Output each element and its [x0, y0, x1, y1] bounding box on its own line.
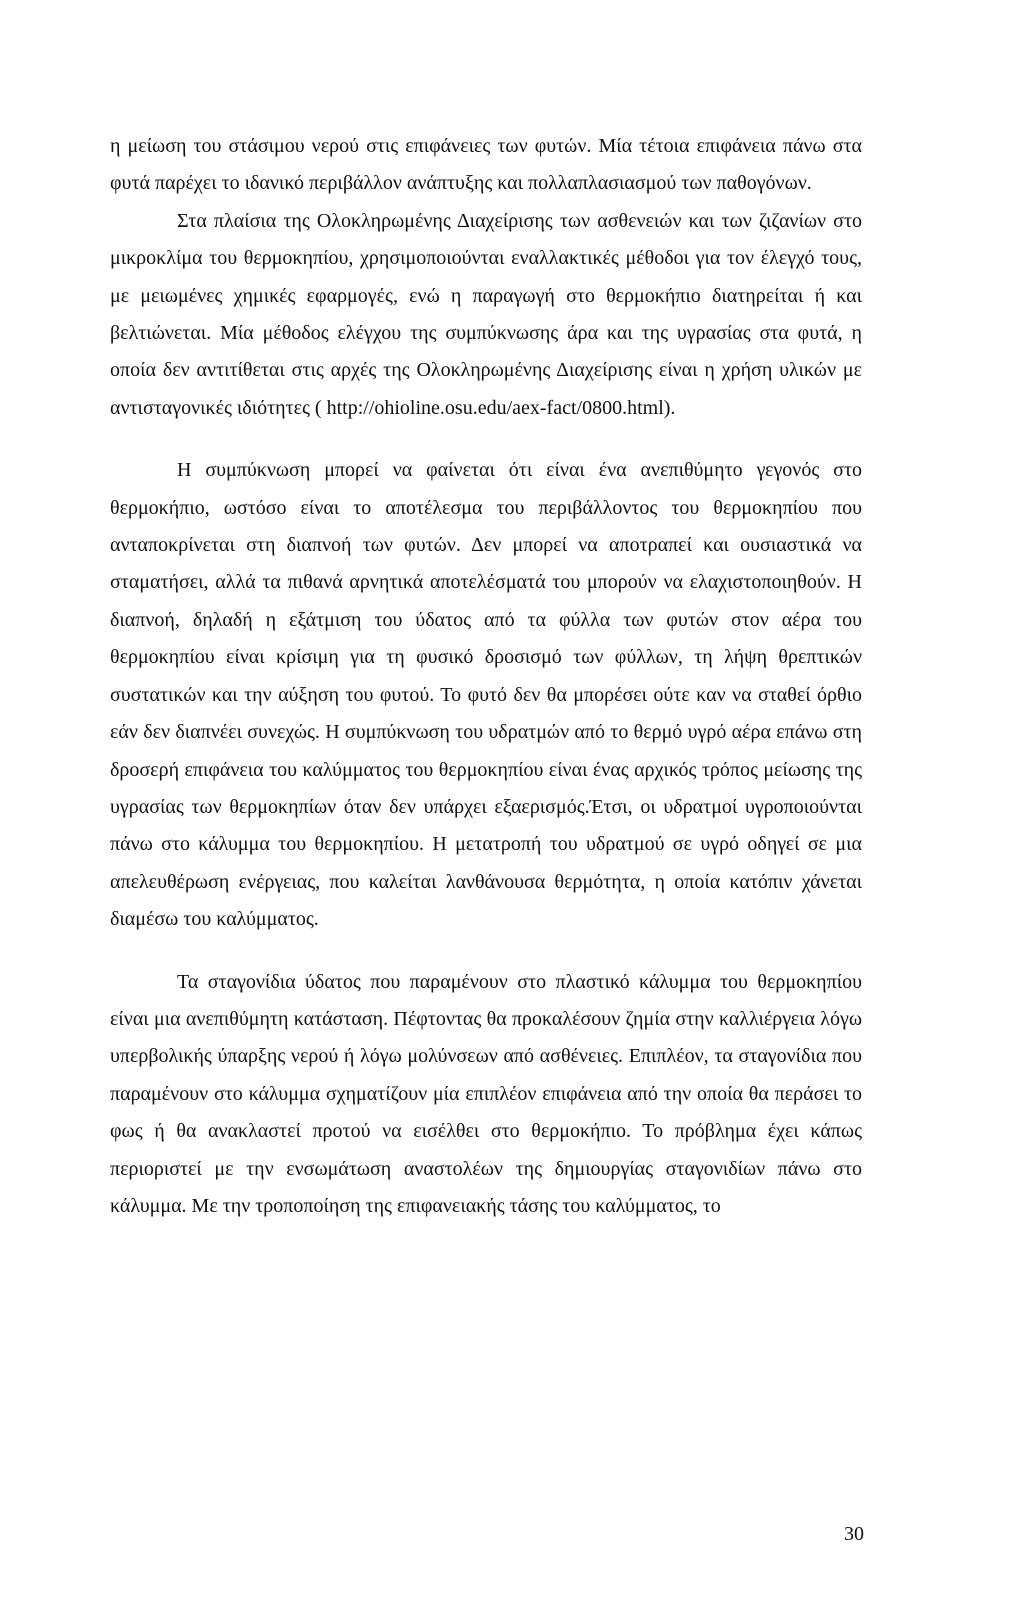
paragraph-condensation: Η συμπύκνωση μπορεί να φαίνεται ότι είναι ένα ανεπιθύμητο γεγονός στο θερμοκήπιο, ωστόσο είναι το αποτέλεσμα του περιβάλλοντος του θερμοκηπίου που ανταποκρίνεται στη διαπνοή των φυτών. Δεν μπορεί να αποτραπεί και ουσιαστικά να σταματήσει, αλλά τα πιθανά αρνητικά αποτελέσματά του μπορούν να ελαχιστοποιηθούν. Η διαπνοή, δηλαδή η εξάτμιση του ύδατος από τα φύλλα των φυτών στον αέρα του θερμοκηπίου είναι κρίσιμη για τη φυσικό δροσισμό των φύλλων, τη λήψη θρεπτικών συστατικών και την αύξηση του φυτού. Το φυτό δεν θα μπορέσει ούτε καν να σταθεί όρθιο εάν δεν διαπνέει συνεχώς. Η συμπύκνωση του υδρατμών από το θερμό υγρό αέρα επάνω στη δροσερή επιφάνεια του καλύμματος του θερμοκηπίου είναι ένας αρχικός τρόπος μείωσης της υγρασίας των θερμοκηπίων όταν δεν υπάρχει εξαερισμός.Έτσι, οι υδρατμοί υγροποιούνται πάνω στο κάλυμμα του θερμοκηπίου. Η μετατροπή του υδρατμού σε υγρό οδηγεί σε μια απελευθέρωση ενέργειας, που καλείται λανθάνουσα θερμότητα, η οποία κατόπιν χάνεται διαμέσω του καλύμματος.: [110, 459, 862, 931]
document-body: [110, 128, 862, 1225]
page-number: 30: [844, 1523, 864, 1545]
paragraph-integrated-management: Στα πλαίσια της Ολοκληρωμένης Διαχείρισης των ασθενειών και των ζιζανίων στο μικροκλίμα του θερμοκηπίου, χρησιμοποιούνται εναλλακτικές μέθοδοι για τον έλεγχό τους, με μειωμένες χημικές εφαρμογές, ενώ η παραγωγή στο θερμοκήπιο διατηρείται ή και βελτιώνεται. Μία μέθοδος ελέγχου της συμπύκνωσης άρα και της υγρασίας στα φυτά, η οποία δεν αντιτίθεται στις αρχές της Ολοκληρωμένης Διαχείρισης είναι η χρήση υλικών με αντισταγονικές ιδιότητες ( http://ohioline.osu.edu/aex-fact/0800.html).: [110, 209, 862, 419]
paragraph-continuation: η μείωση του στάσιμου νερού στις επιφάνειες των φυτών. Μία τέτοια επιφάνεια πάνω στα φυτά παρέχει το ιδανικό περιβάλλον ανάπτυξης και πολλαπλασιασμού των παθογόνων.: [110, 135, 862, 195]
paragraph-droplets: Τα σταγονίδια ύδατος που παραμένουν στο πλαστικό κάλυμμα του θερμοκηπίου είναι μια ανεπιθύμητη κατάσταση. Πέφτοντας θα προκαλέσουν ζημία στην καλλιέργεια λόγω υπερβολικής ύπαρξης νερού ή λόγω μολύνσεων από ασθένειες. Επιπλέον, τα σταγονίδια που παραμένουν στο κάλυμμα σχηματίζουν μία επιπλέον επιφάνεια από την οποία θα περάσει το φως ή θα ανακλαστεί προτού να εισέλθει στο θερμοκήπιο. Το πρόβλημα έχει κάπως περιοριστεί με την ενσωμάτωση αναστολέων της δημιουργίας σταγονιδίων πάνω στο κάλυμμα. Με την τροποποίηση της επιφανειακής τάσης του καλύμματος, το: [110, 970, 862, 1217]
